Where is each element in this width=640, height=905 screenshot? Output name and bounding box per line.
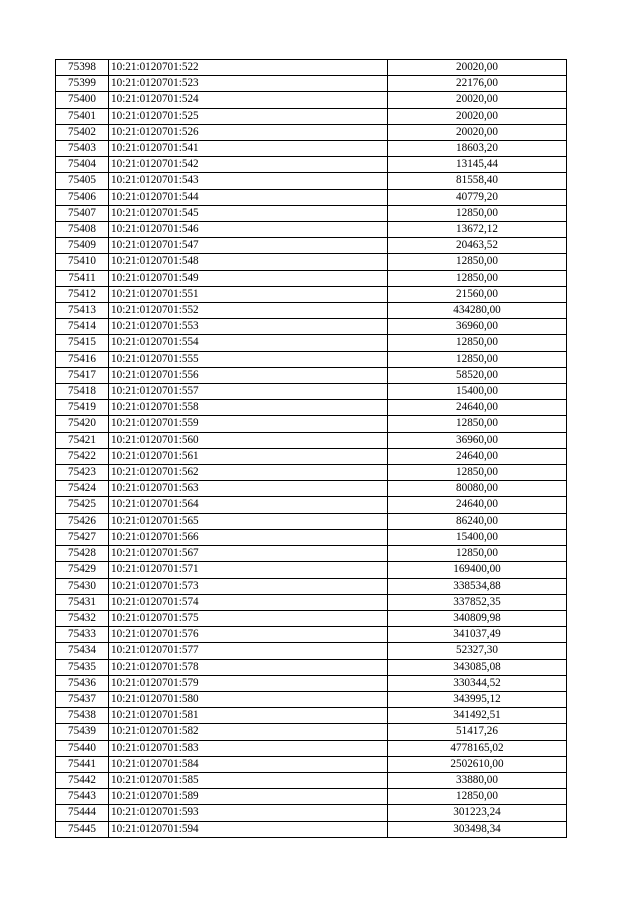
cadastral-code-cell: 10:21:0120701:544 [109, 189, 388, 205]
table-row [56, 76, 567, 92]
row-id-cell: 75437 [56, 691, 109, 707]
cadastral-code-cell: 10:21:0120701:523 [109, 76, 388, 92]
cadastral-code-cell: 10:21:0120701:554 [109, 335, 388, 351]
cadastral-code-cell: 10:21:0120701:524 [109, 92, 388, 108]
amount-cell: 12850,00 [388, 335, 567, 351]
row-id-cell: 75413 [56, 303, 109, 319]
cadastral-code-cell: 10:21:0120701:547 [109, 238, 388, 254]
row-id-cell: 75423 [56, 465, 109, 481]
amount-cell: 303498,34 [388, 821, 567, 837]
table-row [56, 432, 567, 448]
row-id-cell: 75405 [56, 173, 109, 189]
cadastral-code-cell: 10:21:0120701:594 [109, 821, 388, 837]
row-id-cell: 75442 [56, 772, 109, 788]
amount-cell: 13672,12 [388, 222, 567, 238]
table-row [56, 157, 567, 173]
table-row [56, 108, 567, 124]
row-id-cell: 75412 [56, 286, 109, 302]
amount-cell: 12850,00 [388, 465, 567, 481]
cadastral-code-cell: 10:21:0120701:565 [109, 513, 388, 529]
cadastral-code-cell: 10:21:0120701:582 [109, 724, 388, 740]
amount-cell: 21560,00 [388, 286, 567, 302]
row-id-cell: 75420 [56, 416, 109, 432]
cadastral-code-cell: 10:21:0120701:551 [109, 286, 388, 302]
row-id-cell: 75432 [56, 610, 109, 626]
cadastral-code-cell: 10:21:0120701:585 [109, 772, 388, 788]
row-id-cell: 75402 [56, 124, 109, 140]
row-id-cell: 75440 [56, 740, 109, 756]
cadastral-code-cell: 10:21:0120701:541 [109, 141, 388, 157]
amount-cell: 341037,49 [388, 627, 567, 643]
amount-cell: 337852,35 [388, 594, 567, 610]
cadastral-code-cell: 10:21:0120701:580 [109, 691, 388, 707]
table-row [56, 691, 567, 707]
row-id-cell: 75419 [56, 400, 109, 416]
table-row [56, 222, 567, 238]
row-id-cell: 75438 [56, 708, 109, 724]
table-row [56, 384, 567, 400]
table-row [56, 675, 567, 691]
table-row [56, 740, 567, 756]
table-row [56, 724, 567, 740]
cadastral-code-cell: 10:21:0120701:542 [109, 157, 388, 173]
cadastral-code-cell: 10:21:0120701:571 [109, 562, 388, 578]
cadastral-code-cell: 10:21:0120701:545 [109, 205, 388, 221]
cadastral-code-cell: 10:21:0120701:577 [109, 643, 388, 659]
row-id-cell: 75443 [56, 789, 109, 805]
row-id-cell: 75414 [56, 319, 109, 335]
table-row [56, 205, 567, 221]
cadastral-code-cell: 10:21:0120701:526 [109, 124, 388, 140]
amount-cell: 15400,00 [388, 529, 567, 545]
row-id-cell: 75401 [56, 108, 109, 124]
amount-cell: 15400,00 [388, 384, 567, 400]
cadastral-code-cell: 10:21:0120701:548 [109, 254, 388, 270]
amount-cell: 81558,40 [388, 173, 567, 189]
table-row [56, 805, 567, 821]
table-row [56, 189, 567, 205]
row-id-cell: 75429 [56, 562, 109, 578]
cadastral-code-cell: 10:21:0120701:553 [109, 319, 388, 335]
cadastral-code-cell: 10:21:0120701:559 [109, 416, 388, 432]
amount-cell: 434280,00 [388, 303, 567, 319]
row-id-cell: 75439 [56, 724, 109, 740]
table-row [56, 708, 567, 724]
amount-cell: 330344,52 [388, 675, 567, 691]
table-row [56, 497, 567, 513]
cadastral-code-cell: 10:21:0120701:583 [109, 740, 388, 756]
cadastral-code-cell: 10:21:0120701:576 [109, 627, 388, 643]
row-id-cell: 75435 [56, 659, 109, 675]
table-row [56, 789, 567, 805]
table-row [56, 578, 567, 594]
amount-cell: 13145,44 [388, 157, 567, 173]
table-row [56, 821, 567, 837]
row-id-cell: 75410 [56, 254, 109, 270]
cadastral-code-cell: 10:21:0120701:525 [109, 108, 388, 124]
amount-cell: 12850,00 [388, 416, 567, 432]
amount-cell: 301223,24 [388, 805, 567, 821]
amount-cell: 169400,00 [388, 562, 567, 578]
table-row [56, 238, 567, 254]
cadastral-code-cell: 10:21:0120701:549 [109, 270, 388, 286]
table-row [56, 270, 567, 286]
row-id-cell: 75415 [56, 335, 109, 351]
row-id-cell: 75404 [56, 157, 109, 173]
cadastral-code-cell: 10:21:0120701:560 [109, 432, 388, 448]
row-id-cell: 75428 [56, 546, 109, 562]
amount-cell: 20020,00 [388, 60, 567, 76]
table-row [56, 416, 567, 432]
amount-cell: 12850,00 [388, 205, 567, 221]
row-id-cell: 75441 [56, 756, 109, 772]
row-id-cell: 75407 [56, 205, 109, 221]
table-row [56, 772, 567, 788]
amount-cell: 12850,00 [388, 270, 567, 286]
row-id-cell: 75426 [56, 513, 109, 529]
cadastral-code-cell: 10:21:0120701:593 [109, 805, 388, 821]
amount-cell: 86240,00 [388, 513, 567, 529]
table-row [56, 319, 567, 335]
row-id-cell: 75445 [56, 821, 109, 837]
row-id-cell: 75433 [56, 627, 109, 643]
row-id-cell: 75424 [56, 481, 109, 497]
amount-cell: 20020,00 [388, 108, 567, 124]
cadastral-code-cell: 10:21:0120701:579 [109, 675, 388, 691]
data-table [55, 59, 567, 838]
cadastral-code-cell: 10:21:0120701:543 [109, 173, 388, 189]
row-id-cell: 75431 [56, 594, 109, 610]
amount-cell: 341492,51 [388, 708, 567, 724]
row-id-cell: 75406 [56, 189, 109, 205]
table-row [56, 546, 567, 562]
row-id-cell: 75408 [56, 222, 109, 238]
table-row [56, 124, 567, 140]
cadastral-code-cell: 10:21:0120701:566 [109, 529, 388, 545]
table-row [56, 60, 567, 76]
table-body [56, 60, 567, 838]
table-row [56, 141, 567, 157]
amount-cell: 24640,00 [388, 400, 567, 416]
row-id-cell: 75436 [56, 675, 109, 691]
row-id-cell: 75399 [56, 76, 109, 92]
row-id-cell: 75398 [56, 60, 109, 76]
table-row [56, 562, 567, 578]
amount-cell: 52327,30 [388, 643, 567, 659]
cadastral-code-cell: 10:21:0120701:552 [109, 303, 388, 319]
amount-cell: 12850,00 [388, 546, 567, 562]
amount-cell: 24640,00 [388, 448, 567, 464]
table-row [56, 643, 567, 659]
cadastral-code-cell: 10:21:0120701:556 [109, 367, 388, 383]
table-row [56, 481, 567, 497]
row-id-cell: 75422 [56, 448, 109, 464]
amount-cell: 58520,00 [388, 367, 567, 383]
table-row [56, 659, 567, 675]
cadastral-code-cell: 10:21:0120701:567 [109, 546, 388, 562]
cadastral-code-cell: 10:21:0120701:584 [109, 756, 388, 772]
amount-cell: 20020,00 [388, 92, 567, 108]
cadastral-code-cell: 10:21:0120701:561 [109, 448, 388, 464]
cadastral-code-cell: 10:21:0120701:555 [109, 351, 388, 367]
cadastral-code-cell: 10:21:0120701:581 [109, 708, 388, 724]
cadastral-code-cell: 10:21:0120701:564 [109, 497, 388, 513]
amount-cell: 40779,20 [388, 189, 567, 205]
row-id-cell: 75430 [56, 578, 109, 594]
amount-cell: 36960,00 [388, 432, 567, 448]
amount-cell: 24640,00 [388, 497, 567, 513]
table-row [56, 400, 567, 416]
row-id-cell: 75409 [56, 238, 109, 254]
cadastral-code-cell: 10:21:0120701:562 [109, 465, 388, 481]
table-row [56, 335, 567, 351]
cadastral-code-cell: 10:21:0120701:558 [109, 400, 388, 416]
row-id-cell: 75425 [56, 497, 109, 513]
table-row [56, 529, 567, 545]
amount-cell: 12850,00 [388, 789, 567, 805]
amount-cell: 20020,00 [388, 124, 567, 140]
cadastral-code-cell: 10:21:0120701:575 [109, 610, 388, 626]
amount-cell: 4778165,02 [388, 740, 567, 756]
cadastral-code-cell: 10:21:0120701:522 [109, 60, 388, 76]
amount-cell: 33880,00 [388, 772, 567, 788]
table-row [56, 286, 567, 302]
table-row [56, 513, 567, 529]
table-row [56, 303, 567, 319]
cadastral-code-cell: 10:21:0120701:557 [109, 384, 388, 400]
row-id-cell: 75421 [56, 432, 109, 448]
amount-cell: 20463,52 [388, 238, 567, 254]
cadastral-code-cell: 10:21:0120701:573 [109, 578, 388, 594]
cadastral-code-cell: 10:21:0120701:578 [109, 659, 388, 675]
table-row [56, 173, 567, 189]
table-row [56, 465, 567, 481]
table-row [56, 594, 567, 610]
row-id-cell: 75400 [56, 92, 109, 108]
amount-cell: 51417,26 [388, 724, 567, 740]
table-row [56, 610, 567, 626]
row-id-cell: 75418 [56, 384, 109, 400]
amount-cell: 80080,00 [388, 481, 567, 497]
amount-cell: 2502610,00 [388, 756, 567, 772]
row-id-cell: 75403 [56, 141, 109, 157]
amount-cell: 338534,88 [388, 578, 567, 594]
amount-cell: 340809,98 [388, 610, 567, 626]
cadastral-code-cell: 10:21:0120701:546 [109, 222, 388, 238]
table-row [56, 351, 567, 367]
table-row [56, 254, 567, 270]
row-id-cell: 75417 [56, 367, 109, 383]
cadastral-code-cell: 10:21:0120701:589 [109, 789, 388, 805]
amount-cell: 12850,00 [388, 351, 567, 367]
table-row [56, 448, 567, 464]
amount-cell: 343085,08 [388, 659, 567, 675]
cadastral-code-cell: 10:21:0120701:574 [109, 594, 388, 610]
table-row [56, 756, 567, 772]
amount-cell: 22176,00 [388, 76, 567, 92]
table-row [56, 92, 567, 108]
amount-cell: 343995,12 [388, 691, 567, 707]
amount-cell: 12850,00 [388, 254, 567, 270]
document-page [55, 59, 566, 838]
cadastral-code-cell: 10:21:0120701:563 [109, 481, 388, 497]
row-id-cell: 75444 [56, 805, 109, 821]
amount-cell: 18603,20 [388, 141, 567, 157]
row-id-cell: 75416 [56, 351, 109, 367]
table-row [56, 627, 567, 643]
row-id-cell: 75427 [56, 529, 109, 545]
row-id-cell: 75411 [56, 270, 109, 286]
table-row [56, 367, 567, 383]
row-id-cell: 75434 [56, 643, 109, 659]
amount-cell: 36960,00 [388, 319, 567, 335]
